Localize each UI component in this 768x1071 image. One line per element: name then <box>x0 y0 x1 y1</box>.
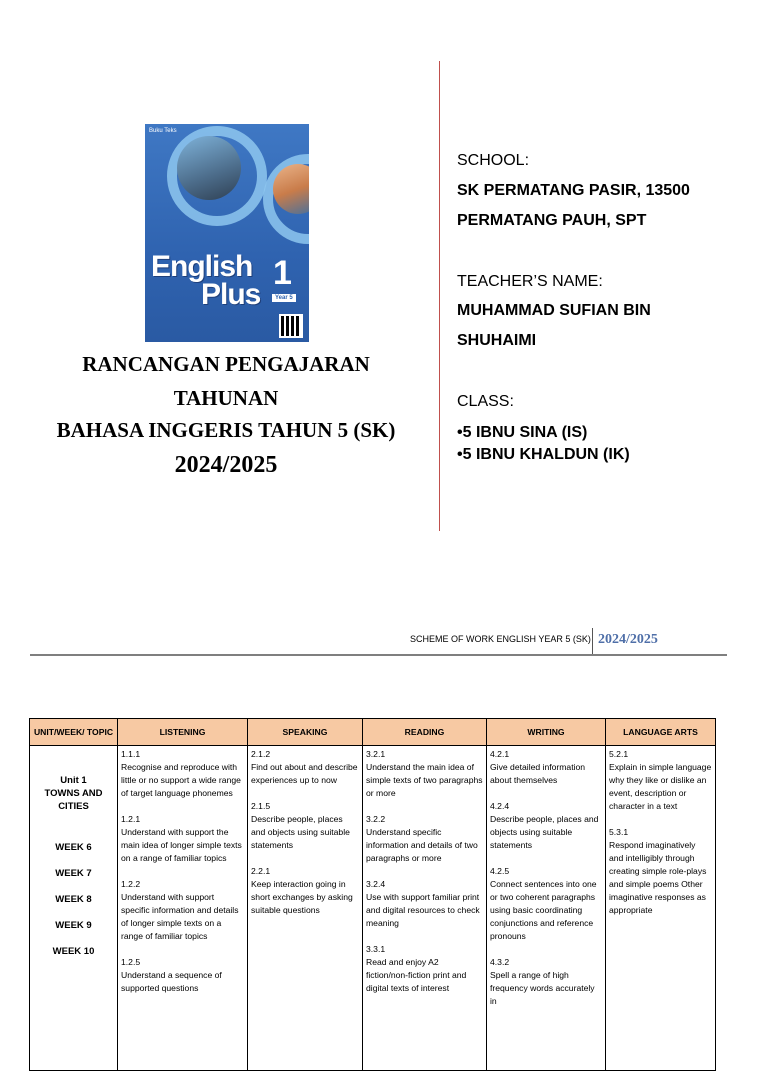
standard-item <box>251 748 359 787</box>
book-brand-line2: Plus <box>201 278 261 311</box>
speaking-cell <box>248 746 363 1071</box>
standard-text: Keep interaction going in short exchanges by asking suitable questions <box>251 879 353 915</box>
standard-item <box>121 956 244 995</box>
book-number: 1 <box>273 254 292 292</box>
standard-item <box>366 943 483 995</box>
standard-code: 2.1.2 <box>251 749 271 759</box>
class-label: CLASS: <box>457 393 514 410</box>
standard-item <box>121 748 244 800</box>
standard-text: Understand with support the main idea of longer simple texts on a range of familiar topics <box>121 827 242 863</box>
standard-text: Find out about and describe experiences up to now <box>251 762 358 785</box>
cover-title-line2: TAHUNAN <box>173 386 279 410</box>
standard-text: Understand a sequence of supported questions <box>121 970 222 993</box>
cover-title-line3: BAHASA INGGERIS TAHUN 5 (SK) <box>56 418 396 442</box>
standard-text: Give detailed information about themselves <box>490 762 586 785</box>
scheme-header-year: 2024/2025 <box>598 632 658 647</box>
standard-code: 1.1.1 <box>121 749 141 759</box>
week-label: WEEK 7 <box>55 868 92 879</box>
class-item: •5 IBNU SINA (IS) <box>457 424 588 441</box>
unit-name: Unit 1 <box>60 775 87 786</box>
standard-code: 3.2.4 <box>366 879 386 889</box>
table-row <box>30 746 716 1071</box>
teacher-name-line1: MUHAMMAD SUFIAN BIN <box>457 302 651 319</box>
header-speaking: SPEAKING <box>248 719 363 746</box>
standard-item <box>251 865 359 917</box>
standard-item <box>121 878 244 943</box>
reading-cell <box>363 746 487 1071</box>
book-brand-line1: English <box>151 250 253 283</box>
standard-code: 1.2.1 <box>121 814 141 824</box>
standard-code: 2.2.1 <box>251 866 271 876</box>
standard-item <box>490 956 602 1008</box>
standard-text: Describe people, places and objects using suitable statements <box>251 814 350 850</box>
standard-text: Connect sentences into one or two coherent paragraphs using basic coordinating conjunctions and reference pronouns <box>490 879 597 941</box>
scheme-header-label: SCHEME OF WORK ENGLISH YEAR 5 (SK) <box>410 634 591 644</box>
writing-cell <box>487 746 606 1071</box>
standard-item <box>121 813 244 865</box>
textbook-cover-image <box>145 124 309 342</box>
cover-title-line1: RANCANGAN PENGAJARAN <box>82 352 370 376</box>
standard-code: 5.3.1 <box>609 827 629 837</box>
standard-item <box>251 800 359 852</box>
standard-code: 3.2.2 <box>366 814 386 824</box>
book-publisher: Buku Teks <box>149 128 177 134</box>
header-writing: WRITING <box>487 719 606 746</box>
standard-item <box>490 800 602 852</box>
standard-item <box>366 748 483 800</box>
week-label: WEEK 8 <box>55 894 92 905</box>
header-rule <box>30 654 727 656</box>
standard-code: 2.1.5 <box>251 801 271 811</box>
table-header-row <box>30 719 716 746</box>
book-year-badge: Year 5 <box>272 294 296 302</box>
week-label: WEEK 10 <box>52 946 95 957</box>
header-separator <box>592 628 593 654</box>
standard-item <box>366 813 483 865</box>
school-name-line1: SK PERMATANG PASIR, 13500 <box>457 182 690 199</box>
standard-item <box>366 878 483 930</box>
week-label: WEEK 6 <box>55 842 92 853</box>
standard-text: Recognise and reproduce with little or no support a wide range of target language phonemes <box>121 762 241 798</box>
scheme-of-work-table <box>29 718 716 1071</box>
listening-cell <box>118 746 248 1071</box>
standard-text: Understand specific information and details of two paragraphs or more <box>366 827 478 863</box>
qr-code-icon <box>279 314 303 338</box>
school-label: SCHOOL: <box>457 152 530 169</box>
standard-item <box>609 826 712 917</box>
standard-item <box>490 748 602 787</box>
standard-text: Understand with support specific information and details of longer simple texts on a range of familiar topics <box>121 892 239 941</box>
standard-code: 4.3.2 <box>490 957 510 967</box>
standard-code: 3.3.1 <box>366 944 386 954</box>
standard-item <box>609 748 712 813</box>
vertical-divider <box>439 61 440 531</box>
class-item: •5 IBNU KHALDUN (IK) <box>457 446 630 463</box>
standard-text: Understand the main idea of simple texts of two paragraphs or more <box>366 762 483 798</box>
teacher-name-line2: SHUHAIMI <box>457 332 537 349</box>
standard-code: 5.2.1 <box>609 749 629 759</box>
header-listening: LISTENING <box>118 719 248 746</box>
students-photo <box>177 136 241 200</box>
school-name-line2: PERMATANG PAUH, SPT <box>457 212 647 229</box>
unit-cell <box>30 746 118 1071</box>
standard-code: 1.2.5 <box>121 957 141 967</box>
standard-text: Respond imaginatively and intelligibly through creating simple role-plays and simple poems Other imaginative responses as appropriate <box>609 840 707 915</box>
standard-text: Spell a range of high frequency words accurately in <box>490 970 595 1006</box>
teacher-label: TEACHER’S NAME: <box>457 273 603 290</box>
standard-code: 3.2.1 <box>366 749 386 759</box>
standard-code: 4.2.5 <box>490 866 510 876</box>
week-label: WEEK 9 <box>55 920 92 931</box>
header-topic: UNIT/WEEK/ TOPIC <box>30 719 118 746</box>
standard-code: 1.2.2 <box>121 879 141 889</box>
standard-item <box>490 865 602 943</box>
standard-text: Use with support familiar print and digital resources to check meaning <box>366 892 480 928</box>
standard-text: Explain in simple language why they like or dislike an event, description or character in a text <box>609 762 712 811</box>
header-language-arts: LANGUAGE ARTS <box>606 719 716 746</box>
standard-code: 4.2.1 <box>490 749 510 759</box>
unit-topic: TOWNS AND CITIES <box>44 788 103 812</box>
language-arts-cell <box>606 746 716 1071</box>
standard-text: Read and enjoy A2 fiction/non-fiction print and digital texts of interest <box>366 957 467 993</box>
standard-text: Describe people, places and objects using suitable statements <box>490 814 599 850</box>
standard-code: 4.2.4 <box>490 801 510 811</box>
cover-title-year: 2024/2025 <box>174 452 278 478</box>
header-reading: READING <box>363 719 487 746</box>
